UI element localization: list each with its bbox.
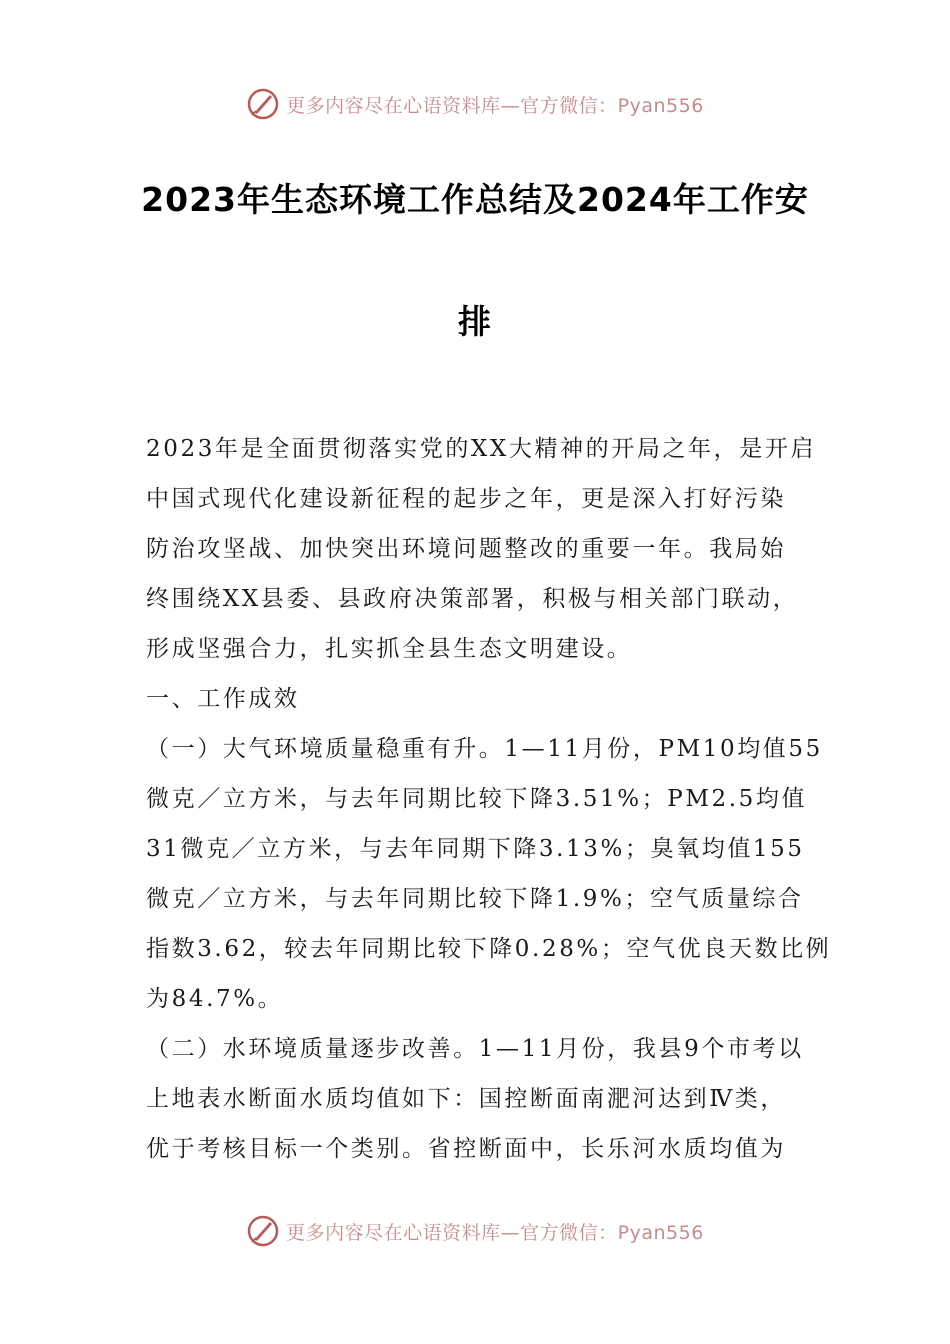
body-line: 优于考核目标一个类别。省控断面中，长乐河水质均值为	[146, 1136, 786, 1162]
body-line: 微克／立方米，与去年同期比较下降1.9%；空气质量综合	[146, 886, 804, 912]
body-line: 终围绕XX县委、县政府决策部署，积极与相关部门联动，	[146, 586, 799, 612]
quill-logo-icon	[246, 1214, 280, 1248]
body-line: 指数3.62，较去年同期比较下降0.28%；空气优良天数比例	[146, 936, 832, 962]
body-line: 上地表水断面水质均值如下：国控断面南淝河达到Ⅳ类，	[146, 1086, 786, 1112]
document-title-line1: 2023年生态环境工作总结及2024年工作安	[141, 180, 809, 219]
watermark-text: 更多内容尽在心语资料库—官方微信：Pyan556	[286, 94, 704, 117]
body-line: 防治攻坚战、加快突出环境问题整改的重要一年。我局始	[146, 536, 786, 562]
body-line: 31微克／立方米，与去年同期下降3.13%；臭氧均值155	[146, 836, 805, 862]
body-line: 2023年是全面贯彻落实党的XX大精神的开局之年，是开启	[146, 436, 817, 462]
watermark-top	[0, 84, 950, 124]
body-line: 中国式现代化建设新征程的起步之年，更是深入打好污染	[146, 486, 786, 512]
quill-logo-icon	[246, 87, 280, 121]
watermark-bottom	[0, 1211, 950, 1251]
watermark-text: 更多内容尽在心语资料库—官方微信：Pyan556	[286, 1221, 704, 1244]
document-body	[146, 424, 832, 1174]
body-line: 微克／立方米，与去年同期比较下降3.51%；PM2.5均值	[146, 786, 808, 812]
body-line: 为84.7%。	[146, 986, 284, 1012]
body-line: （二）水环境质量逐步改善。1—11月份，我县9个市考以	[146, 1036, 804, 1062]
section-heading: 一、工作成效	[146, 686, 300, 712]
document-title-line2: 排	[458, 302, 492, 341]
body-line: 形成坚强合力，扎实抓全县生态文明建设。	[146, 636, 633, 662]
body-line: （一）大气环境质量稳重有升。1—11月份，PM10均值55	[146, 736, 823, 762]
